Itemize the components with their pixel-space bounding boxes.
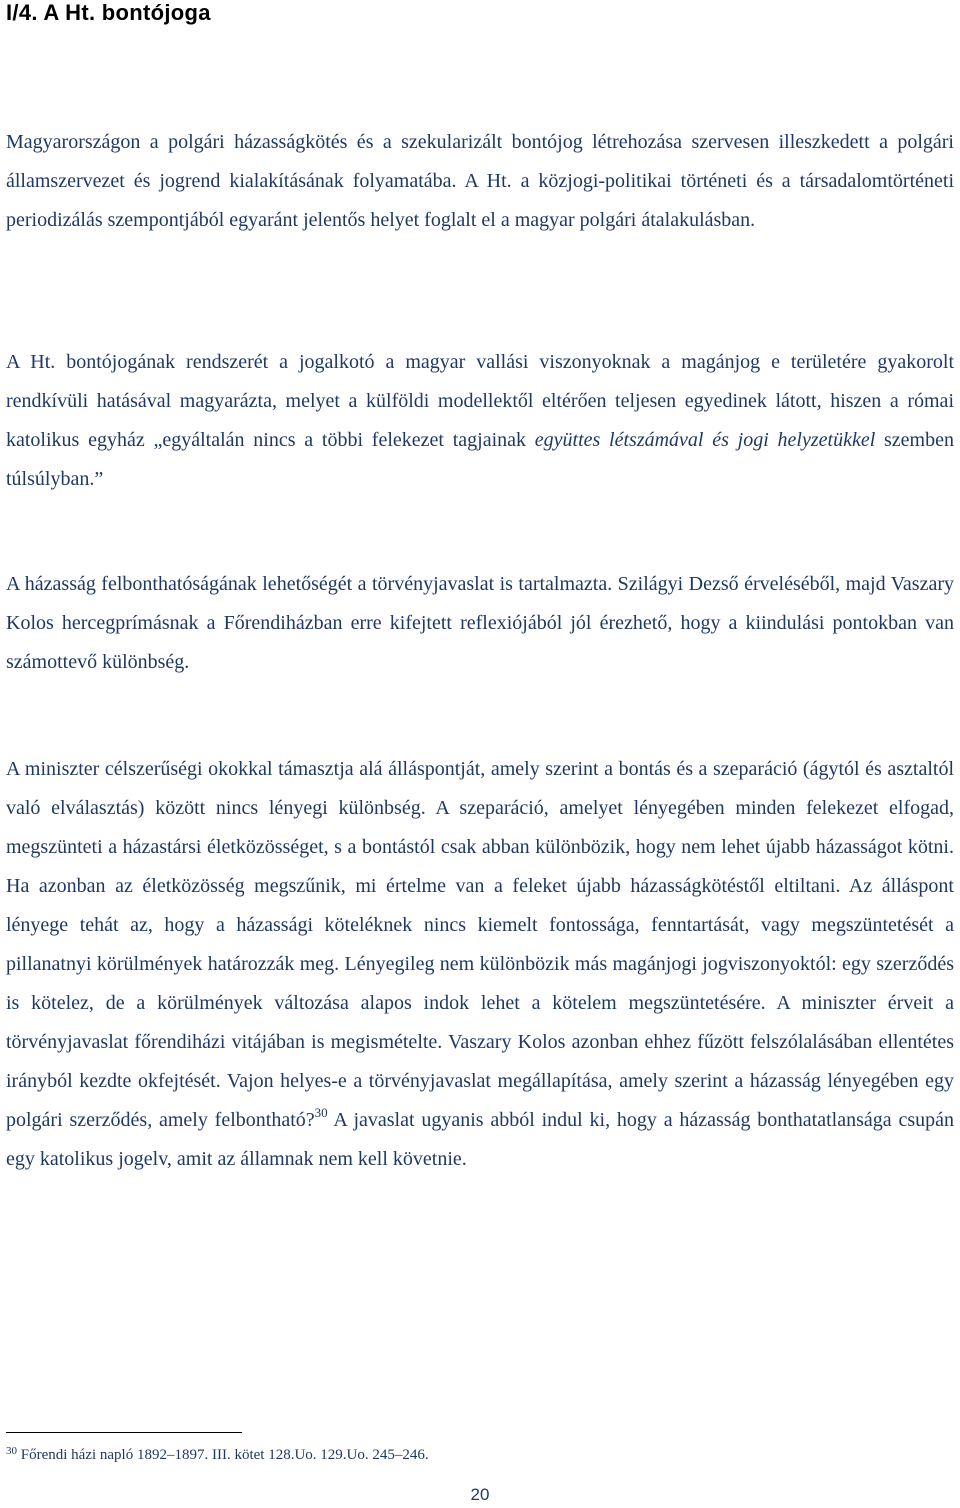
footnote-number: 30 bbox=[6, 1445, 17, 1457]
paragraph-4 bbox=[6, 750, 954, 1179]
footnote-divider bbox=[6, 1432, 242, 1433]
footnote-text: Főrendi házi napló 1892–1897. III. kötet 128.Uo. 129.Uo. 245–246. bbox=[17, 1447, 429, 1463]
section-heading: I/4. A Ht. bontójoga bbox=[6, 0, 211, 25]
paragraph-2-text-end: szemben túlsúlyban.” bbox=[6, 429, 954, 490]
page-number: 20 bbox=[470, 1485, 490, 1504]
paragraph-1-text: Magyarországon a polgári házasságkötés és a szekularizált bontójog létrehozása szervesen illeszkedett a polgári államszervezet és jogrend kialakításának folyamatába. A Ht. a közjogi-politikai történeti és a társadalomtörténeti periodizálás szempontjából egyaránt jelentős helyet foglalt el a magyar polgári átalakulásban. bbox=[6, 131, 954, 231]
paragraph-3 bbox=[6, 565, 954, 682]
paragraph-2-text-start: A Ht. bontójogának rendszerét a jogalkotó a magyar vallási viszonyoknak a magánjog e területére gyakorolt rendkívüli hatásával magyarázta, melyet a külföldi modellektől eltérően teljesen egyedinek látott, hiszen a római katolikus egyház „egyáltalán nincs a többi felekezet tagjainak bbox=[6, 351, 954, 451]
paragraph-2 bbox=[6, 343, 954, 499]
paragraph-1 bbox=[6, 123, 954, 240]
paragraph-3-text: A házasság felbonthatóságának lehetőségét a törvényjavaslat is tartalmazta. Szilágyi Dezső érveléséből, majd Vaszary Kolos hercegprímásnak a Főrendiházban erre kifejtett reflexiójából jól érezhető, hogy a kiindulási pontokban van számottevő különbség. bbox=[6, 573, 954, 673]
footnote bbox=[6, 1447, 429, 1464]
footnote-reference[interactable]: 30 bbox=[314, 1105, 328, 1120]
paragraph-4-text-end: A javaslat ugyanis abból indul ki, hogy a házasság bonthatatlansága csupán egy katolikus jogelv, amit az államnak nem kell követnie. bbox=[6, 1109, 954, 1170]
paragraph-4-text-start: A miniszter célszerűségi okokkal támasztja alá álláspontját, amely szerint a bontás és a szeparáció (ágytól és asztaltól való elválasztás) között nincs lényegi különbség. A szeparáció, amelyet lényegében minden felekezet elfogad, megszünteti a házastársi életközösséget, s a bontástól csak abban különbözik, hogy nem lehet újabb házasságot kötni. Ha azonban az életközösség megszűnik, mi értelme van a feleket újabb házasságkötéstől eltiltani. Az álláspont lényege tehát az, hogy a házassági köteléknek nincs kiemelt fontossága, fenntartását, vagy megszüntetését a pillanatnyi körülmények határozzák meg. Lényegileg nem különbözik más magánjogi jogviszonyoktól: egy szerződés is kötelez, de a körülmények változása alapos indok lehet a kötelem megszüntetésére. A miniszter érveit a törvényjavaslat főrendiházi vitájában is megismételte. Vaszary Kolos azonban ehhez fűzött felszólalásában ellentétes irányból kezdte okfejtését. Vajon helyes-e a törvényjavaslat megállapítása, amely szerint a házasság lényegében egy polgári szerződés, amely felbontható? bbox=[6, 758, 954, 1131]
paragraph-2-italic-quote: együttes létszámával és jogi helyzetükkel bbox=[534, 429, 876, 451]
